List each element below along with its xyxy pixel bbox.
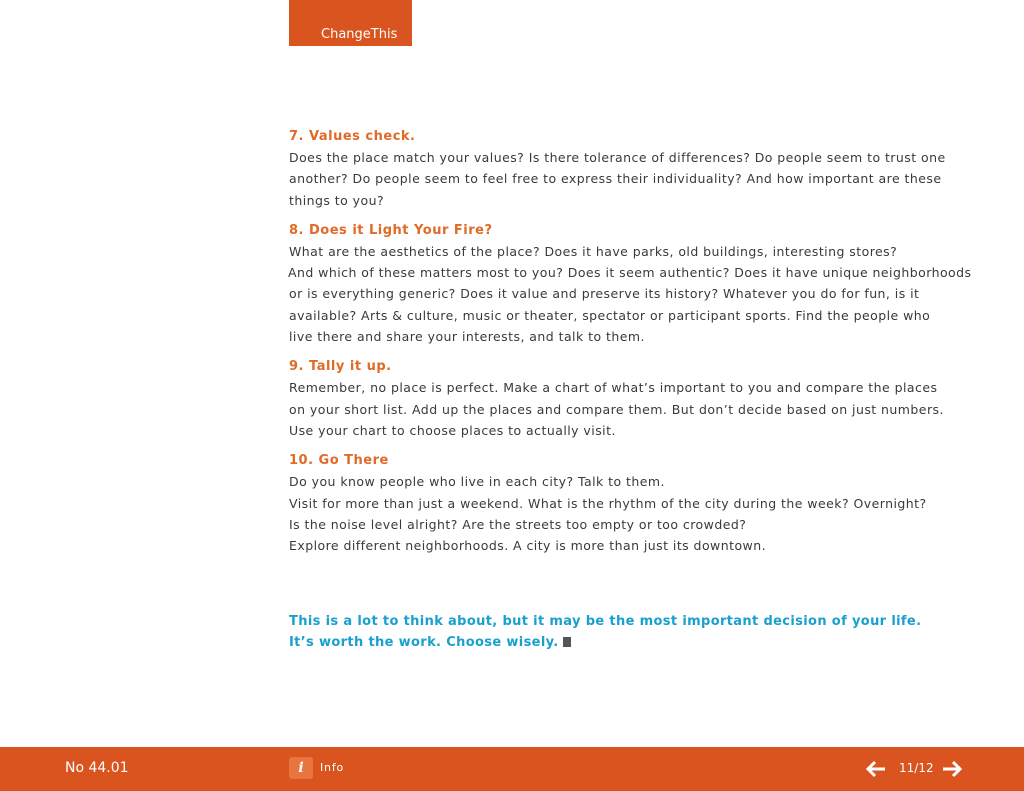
closing-statement bbox=[289, 611, 921, 653]
body-line: Remember, no place is perfect. Make a chart of what’s important to you and compare the places bbox=[289, 380, 938, 396]
section-heading: 10. Go There bbox=[289, 453, 389, 469]
section-heading: 7. Values check. bbox=[289, 129, 416, 144]
section-values-check bbox=[289, 126, 969, 211]
end-mark-icon bbox=[563, 637, 571, 647]
article-body bbox=[288, 126, 972, 565]
info-icon[interactable]: i bbox=[289, 757, 313, 779]
footer-bar bbox=[0, 747, 1024, 791]
body-line: or is everything generic? Does it value and preserve its history? Whatever you do for fun, is it bbox=[289, 286, 920, 302]
brand-tab-label: ChangeThis bbox=[321, 27, 398, 42]
body-line: Does the place match your values? Is there tolerance of differences? Do people seem to trust one bbox=[289, 150, 946, 165]
body-line: Explore different neighborhoods. A city is more than just its downtown. bbox=[289, 538, 767, 554]
arrow-right-icon[interactable] bbox=[941, 759, 963, 779]
section-heading: 8. Does it Light Your Fire? bbox=[289, 222, 493, 238]
body-line: live there and share your interests, and talk to them. bbox=[289, 329, 645, 345]
body-line: What are the aesthetics of the place? Does it have parks, old buildings, interesting stores? bbox=[289, 243, 898, 259]
section-tally-it-up bbox=[289, 356, 969, 441]
body-line: another? Do people seem to feel free to express their individuality? And how important are these bbox=[289, 171, 942, 187]
info-link[interactable]: Info bbox=[320, 761, 345, 774]
body-line: And which of these matters most to you? Does it seem authentic? Does it have unique neighborhoods bbox=[288, 265, 972, 281]
section-heading: 9. Tally it up. bbox=[289, 359, 392, 375]
brand-tab bbox=[289, 0, 412, 46]
body-line: things to you? bbox=[289, 192, 385, 208]
arrow-left-icon[interactable] bbox=[865, 759, 887, 779]
body-line: on your short list. Add up the places and compare them. But don’t decide based on just numbers. bbox=[289, 401, 944, 417]
section-light-your-fire bbox=[288, 220, 972, 347]
section-go-there bbox=[289, 450, 969, 556]
body-line: Is the noise level alright? Are the streets too empty or too crowded? bbox=[289, 516, 747, 532]
closing-line: This is a lot to think about, but it may be the most important decision of your life. bbox=[289, 614, 922, 629]
issue-number: No 44.01 bbox=[65, 760, 129, 776]
body-line: available? Arts & culture, music or theater, spectator or participant sports. Find the people who bbox=[289, 307, 931, 323]
closing-line-final bbox=[289, 632, 921, 653]
body-line: Visit for more than just a weekend. What is the rhythm of the city during the week? Overnight? bbox=[289, 495, 927, 511]
body-line: Use your chart to choose places to actually visit. bbox=[289, 422, 616, 438]
closing-line-text: It’s worth the work. Choose wisely. bbox=[289, 635, 559, 650]
body-line: Do you know people who live in each city? Talk to them. bbox=[289, 474, 665, 490]
page-indicator: 11/12 bbox=[899, 761, 934, 775]
